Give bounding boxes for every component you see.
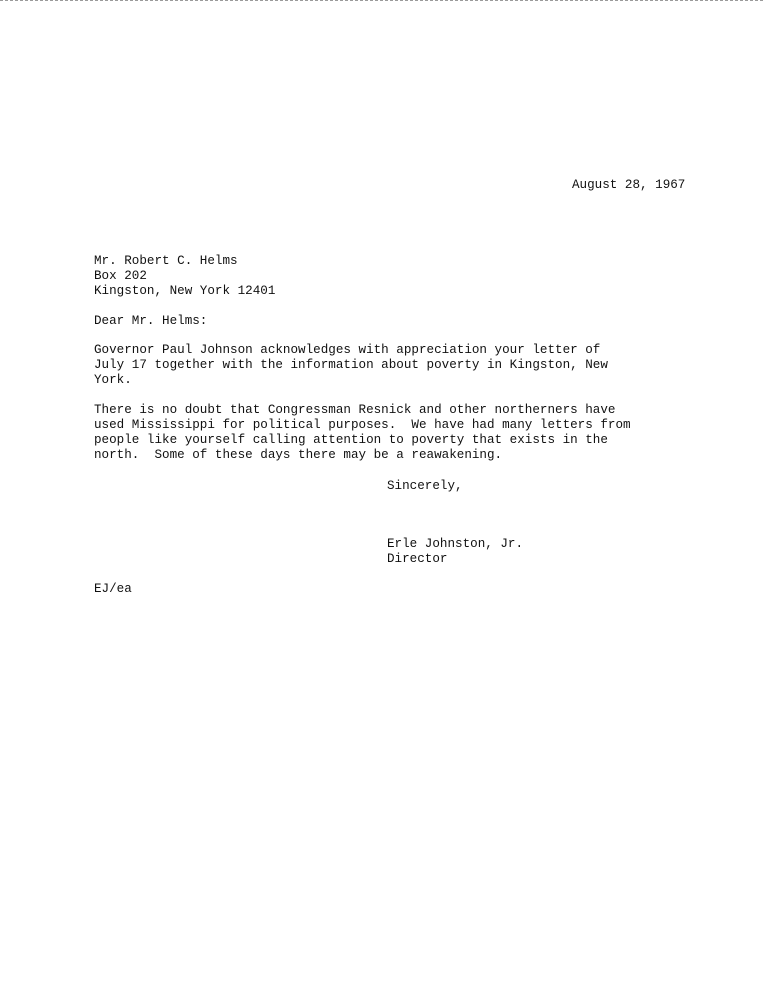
recipient-address xyxy=(94,254,275,299)
salutation: Dear Mr. Helms: xyxy=(94,314,208,328)
paragraph-line: used Mississippi for political purposes. We have had many letters from xyxy=(94,418,631,432)
recipient-box: Box 202 xyxy=(94,269,147,283)
body-paragraph-2 xyxy=(94,403,634,463)
paragraph-line: July 17 together with the information about poverty in Kingston, New xyxy=(94,358,608,372)
letter-date: August 28, 1967 xyxy=(572,178,686,192)
recipient-name: Mr. Robert C. Helms xyxy=(94,254,238,268)
paragraph-line: people like yourself calling attention to poverty that exists in the xyxy=(94,433,608,447)
signature-block xyxy=(387,537,523,567)
recipient-city: Kingston, New York 12401 xyxy=(94,284,276,298)
reference-initials: EJ/ea xyxy=(94,582,132,596)
body-paragraph-1 xyxy=(94,343,634,388)
closing: Sincerely, xyxy=(387,479,463,493)
signer-name: Erle Johnston, Jr. xyxy=(387,537,524,551)
paragraph-line: There is no doubt that Congressman Resnick and other northerners have xyxy=(94,403,616,417)
page-top-edge xyxy=(0,0,763,1)
paragraph-line: north. Some of these days there may be a reawakening. xyxy=(94,448,503,462)
paragraph-line: York. xyxy=(94,373,132,387)
signer-title: Director xyxy=(387,552,448,566)
paragraph-line: Governor Paul Johnson acknowledges with appreciation your letter of xyxy=(94,343,601,357)
